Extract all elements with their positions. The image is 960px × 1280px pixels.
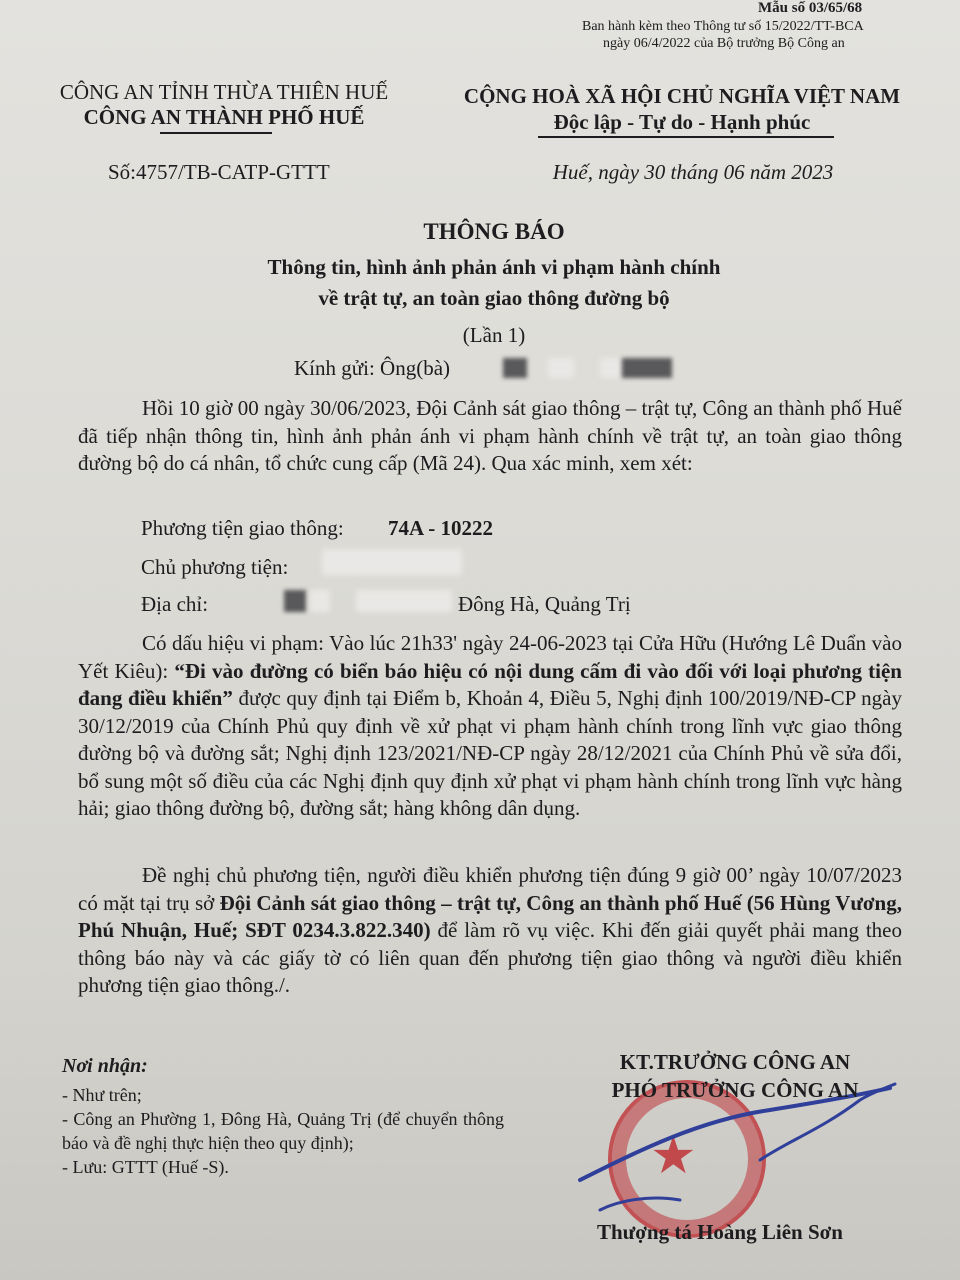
violation-paragraph (78, 630, 902, 823)
signer-name: Thượng tá Hoàng Liên Sơn (597, 1220, 843, 1244)
notice-subtitle-1: Thông tin, hình ảnh phản ánh vi phạm hành chính (267, 255, 721, 279)
redacted-address-part (284, 590, 306, 612)
redacted-address-part (356, 590, 452, 612)
redacted-name-part (503, 358, 527, 378)
nation-motto: Độc lập - Tự do - Hạnh phúc (553, 110, 811, 134)
vehicle-label: Phương tiện giao thông: (141, 516, 344, 540)
recipient-item: - Lưu: GTTT (Huế -S). (62, 1157, 229, 1177)
issuer-underline (160, 132, 272, 134)
redacted-name-part (600, 358, 620, 378)
violation-intro: Có dấu hiệu vi phạm: Vào lúc 21h33' ngày 24-06-2023 tại Cửa Hữu (Hướng Lê Duẩn vào Yết Kiêu): (78, 631, 902, 683)
redacted-address-part (310, 590, 330, 612)
recipients-list (62, 1083, 504, 1179)
redacted-owner (322, 549, 462, 575)
form-issued-with: Ban hành kèm theo Thông tư số 15/2022/TT-BCA (582, 19, 864, 34)
notice-round: (Lần 1) (462, 323, 526, 347)
intro-text: Hồi 10 giờ 00 ngày 30/06/2023, Đội Cảnh sát giao thông – trật tự, Công an thành phố Huế đã tiếp nhận thông tin, hình ảnh phản ánh vi phạm hành chính về trật tự, an toàn giao thông đường bộ do cá nhân, tổ chức cung cấp (Mã 24). Qua xác minh, xem xét: (78, 396, 902, 475)
request-intro: Đề nghị chủ phương tiện, người điều khiển phương tiện đúng 9 giờ 00’ ngày 10/07/2023 có mặt tại trụ sở (78, 863, 902, 915)
addressee-label: Kính gửi: Ông(bà) (294, 356, 451, 380)
intro-paragraph (78, 395, 902, 478)
owner-label: Chủ phương tiện: (141, 555, 289, 579)
redacted-name-part (548, 358, 574, 378)
issuer-unit: CÔNG AN THÀNH PHỐ HUẾ (83, 105, 365, 129)
nation-name: CỘNG HOÀ XÃ HỘI CHỦ NGHĨA VIỆT NAM (463, 84, 901, 108)
address-value: Đông Hà, Quảng Trị (458, 592, 631, 616)
notice-subtitle-2: về trật tự, an toàn giao thông đường bộ (318, 286, 670, 310)
violation-legal-basis: được quy định tại Điểm b, Khoản 4, Điều 5, Nghị định 100/2019/NĐ-CP ngày 30/12/2019 của Chính Phủ quy định về xử phạt vi phạm hành chính trong lĩnh vực giao thông đường bộ và đường sắt; Nghị định 123/2021/NĐ-CP ngày 28/12/2021 của Chính Phủ về sửa đổi, bổ sung một số điều của các Nghị định quy định xử phạt vi phạm hành chính trong lĩnh vực hàng hải; giao thông đường bộ, đường sắt; hàng không dân dụng. (78, 686, 902, 820)
form-number: Mẫu số 03/65/68 (758, 0, 863, 16)
recipients-heading: Nơi nhận: (62, 1055, 148, 1077)
seal-star-icon: ★ (650, 1126, 697, 1186)
signature-title-2: PHÓ TRƯỞNG CÔNG AN (611, 1078, 859, 1102)
recipient-item: - Như trên; (62, 1085, 142, 1105)
request-paragraph (78, 862, 902, 1000)
recipient-item: - Công an Phường 1, Đông Hà, Quảng Trị (để chuyển thông báo và đề nghị thực hiện theo quy định); (62, 1109, 504, 1153)
notice-title: THÔNG BÁO (423, 219, 565, 244)
request-location: Đội Cảnh sát giao thông – trật tự, Công an thành phố Huế (56 Hùng Vương, Phú Nhuận, Huế; SĐT 0234.3.822.340) (78, 890, 902, 942)
place-date: Huế, ngày 30 tháng 06 năm 2023 (552, 160, 834, 184)
issuer-parent: CÔNG AN TỈNH THỪA THIÊN HUẾ (59, 80, 389, 104)
reference-number: Số:4757/TB-CATP-GTTT (108, 160, 330, 184)
address-label: Địa chỉ: (141, 592, 209, 616)
request-rest: để làm rõ vụ việc. Khi đến giải quyết phải mang theo thông báo này và các giấy tờ có liên quan đến phương tiện giao thông và người điều khiển phương tiện giao thông./. (78, 918, 903, 997)
form-issued-date: ngày 06/4/2022 của Bộ trưởng Bộ Công an (603, 36, 845, 51)
signature-title-1: KT.TRƯỞNG CÔNG AN (619, 1050, 851, 1074)
vehicle-plate: 74A - 10222 (388, 516, 493, 540)
violation-description: “Đi vào đường có biển báo hiệu có nội dung cấm đi vào đối với loại phương tiện đang điều khiển” (78, 658, 902, 710)
redacted-name-part (622, 358, 672, 378)
motto-underline (538, 136, 834, 138)
